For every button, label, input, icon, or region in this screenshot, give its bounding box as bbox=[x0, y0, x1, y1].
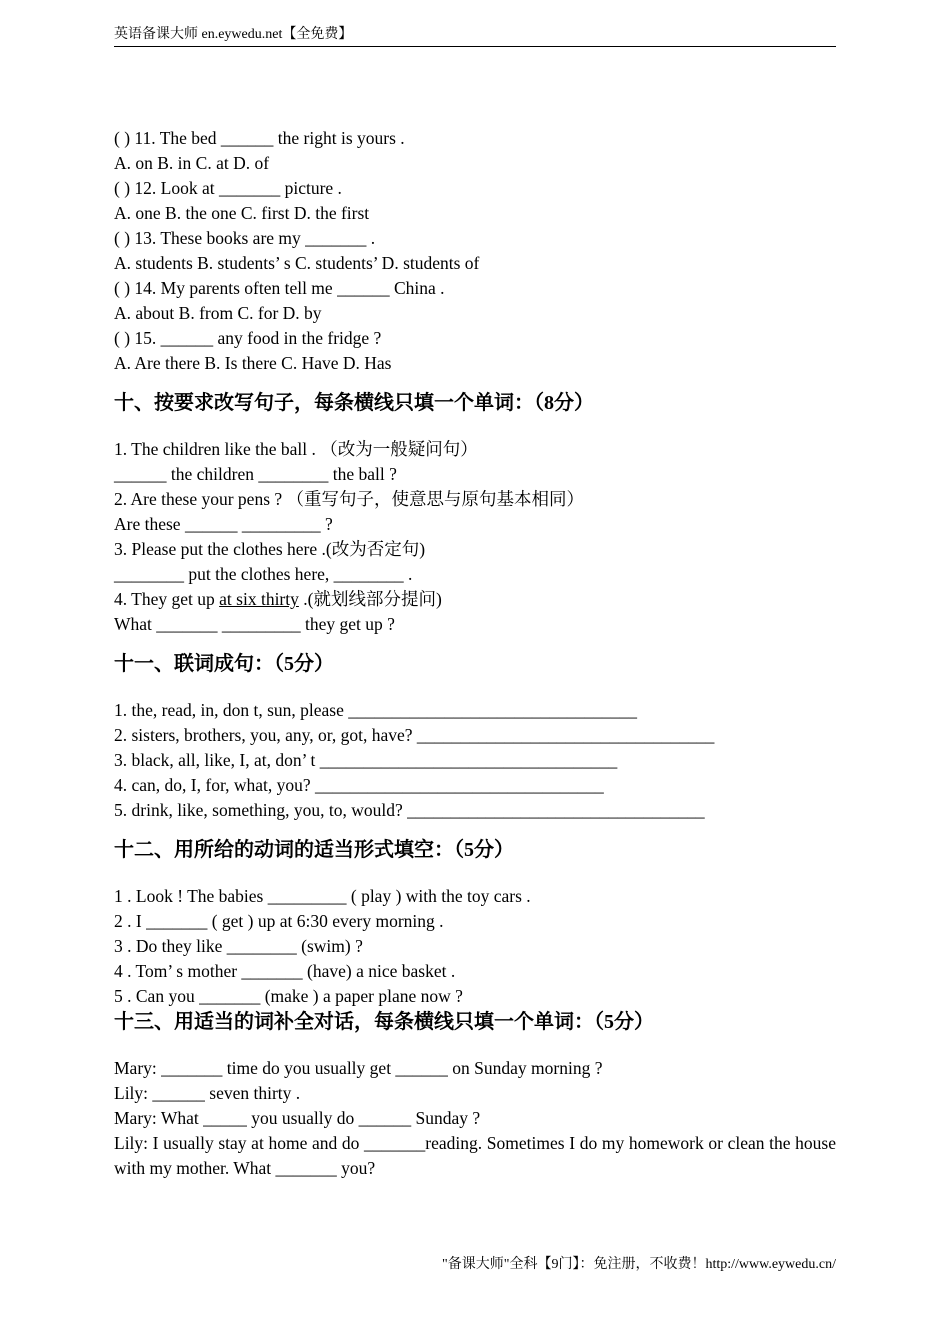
page-header: 英语备课大师 en.eywedu.net【全免费】 bbox=[114, 26, 836, 47]
dialogue-line: Mary: _______ time do you usually get ______ on Sunday morning ? bbox=[114, 1058, 603, 1078]
question-text: ( ) 12. Look at _______ picture . bbox=[114, 178, 342, 198]
dialogue-line: Mary: What _____ you usually do ______ Sunday ? bbox=[114, 1108, 481, 1128]
mc-question bbox=[114, 326, 836, 376]
exercise-line: 2. Are these your pens ? （重写句子，使意思与原句基本相同） bbox=[114, 489, 585, 509]
q4-prefix: 4. They get up bbox=[114, 589, 220, 609]
exercise-line: 4. can, do, I, for, what, you? _________________________________ bbox=[114, 775, 604, 795]
question-text: ( ) 15. ______ any food in the fridge ? bbox=[114, 328, 382, 348]
exercise-line: 1. the, read, in, don t, sun, please _________________________________ bbox=[114, 700, 638, 720]
exercise-line: 3. Please put the clothes here .(改为否定句) bbox=[114, 539, 426, 559]
question-text: ( ) 11. The bed ______ the right is yours . bbox=[114, 128, 405, 148]
exercise-line: 4 . Tom’ s mother _______ (have) a nice basket . bbox=[114, 961, 456, 981]
section-12-title: 十二、用所给的动词的适当形式填空：（5分） bbox=[114, 839, 514, 861]
answer-options: A. students B. students’ s C. students’ D. students of bbox=[114, 253, 480, 273]
mc-question bbox=[114, 226, 836, 276]
answer-options: A. on B. in C. at D. of bbox=[114, 153, 270, 173]
exercise-line: What _______ _________ they get up ? bbox=[114, 614, 395, 634]
section-13-title: 十三、用适当的词补全对话，每条横线只填一个单词：（5分） bbox=[114, 1011, 654, 1033]
exercise-line: 3. black, all, like, I, at, don’ t __________________________________ bbox=[114, 750, 618, 770]
dialogue-line: Lily: I usually stay at home and do _______reading. Sometimes I do my homework or clean the house with my mother. What _______ you? bbox=[114, 1133, 836, 1178]
section-10-title: 十、按要求改写句子，每条横线只填一个单词：（8分） bbox=[114, 392, 594, 414]
answer-options: A. about B. from C. for D. by bbox=[114, 303, 322, 323]
exercise-line: 3 . Do they like ________ (swim) ? bbox=[114, 936, 363, 956]
exercise-line: 2. sisters, brothers, you, any, or, got, have? __________________________________ bbox=[114, 725, 715, 745]
page-footer: "备课大师"全科【9门】：免注册，不收费！http://www.eywedu.cn/ bbox=[442, 1257, 836, 1272]
exercise-line: 2 . I _______ ( get ) up at 6:30 every morning . bbox=[114, 911, 444, 931]
exercise-line: ______ the children ________ the ball ? bbox=[114, 464, 397, 484]
exercise-line: ________ put the clothes here, ________ . bbox=[114, 564, 413, 584]
question-text: ( ) 13. These books are my _______ . bbox=[114, 228, 376, 248]
worksheet-content bbox=[114, 126, 836, 1181]
mc-question bbox=[114, 176, 836, 226]
answer-options: A. Are there B. Is there C. Have D. Has bbox=[114, 353, 392, 373]
answer-options: A. one B. the one C. first D. the first bbox=[114, 203, 370, 223]
mc-question bbox=[114, 126, 836, 176]
exercise-line: 1 . Look ! The babies _________ ( play ) with the toy cars . bbox=[114, 886, 531, 906]
exercise-line: 5. drink, like, something, you, to, would? __________________________________ bbox=[114, 800, 705, 820]
exercise-line bbox=[114, 587, 836, 612]
exercise-line: 5 . Can you _______ (make ) a paper plane now ? bbox=[114, 986, 463, 1006]
mc-question bbox=[114, 276, 836, 326]
exercise-line: Are these ______ _________ ? bbox=[114, 514, 333, 534]
question-text: ( ) 14. My parents often tell me ______ China . bbox=[114, 278, 445, 298]
exercise-line: 1. The children like the ball . （改为一般疑问句） bbox=[114, 439, 478, 459]
section-11-title: 十一、联词成句：（5分） bbox=[114, 653, 334, 675]
q4-underlined-phrase: at six thirty bbox=[219, 589, 299, 609]
q4-suffix: .(就划线部分提问) bbox=[298, 589, 442, 609]
dialogue-line: Lily: ______ seven thirty . bbox=[114, 1083, 301, 1103]
